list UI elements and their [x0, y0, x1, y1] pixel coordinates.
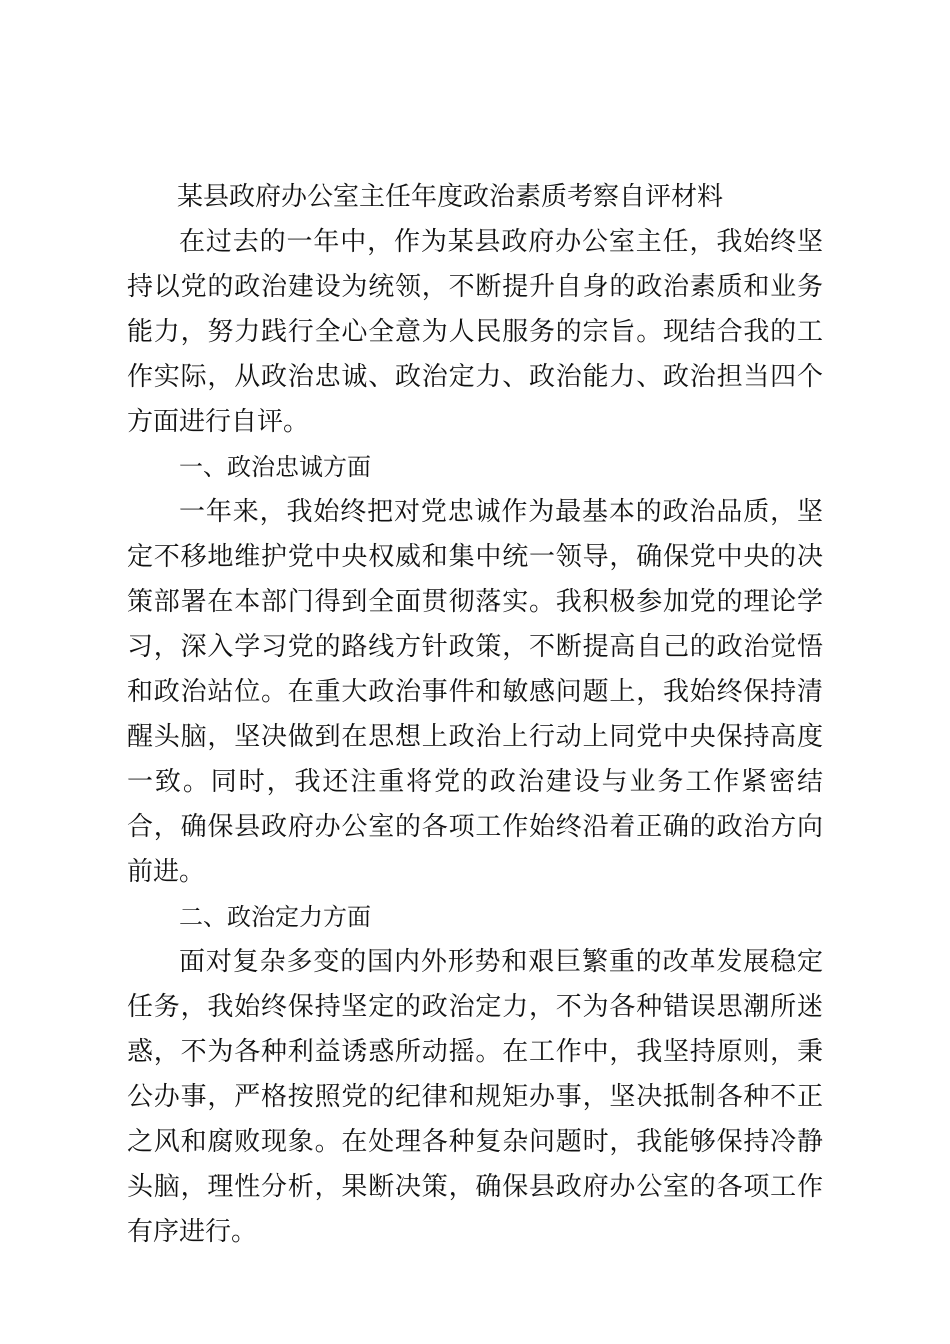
section-paragraph: 面对复杂多变的国内外形势和艰巨繁重的改革发展稳定任务，我始终保持坚定的政治定力，不为各种错误思潮所迷惑，不为各种利益诱惑所动摇。在工作中，我坚持原则，秉公办事，严格按照党的纪律和规矩办事，坚决抵制各种不正之风和腐败现象。在处理各种复杂问题时，我能够保持冷静头脑，理性分析，果断决策，确保县政府办公室的各项工作有序进行。: [127, 947, 823, 1247]
document-body: [127, 175, 823, 1255]
section-heading: 一、政治忠诚方面: [179, 453, 371, 481]
section-political-resolve: [127, 895, 823, 1255]
intro-paragraph: 在过去的一年中，作为某县政府办公室主任，我始终坚持以党的政治建设为统领，不断提升自身的政治素质和业务能力，努力践行全心全意为人民服务的宗旨。现结合我的工作实际，从政治忠诚、政治定力、政治能力、政治担当四个方面进行自评。: [127, 227, 823, 437]
section-political-loyalty: [127, 445, 823, 895]
section-heading: 二、政治定力方面: [179, 903, 371, 931]
section-paragraph: 一年来，我始终把对党忠诚作为最基本的政治品质，坚定不移地维护党中央权威和集中统一领导，确保党中央的决策部署在本部门得到全面贯彻落实。我积极参加党的理论学习，深入学习党的路线方针政策，不断提高自己的政治觉悟和政治站位。在重大政治事件和敏感问题上，我始终保持清醒头脑，坚决做到在思想上政治上行动上同党中央保持高度一致。同时，我还注重将党的政治建设与业务工作紧密结合，确保县政府办公室的各项工作始终沿着正确的政治方向前进。: [127, 497, 823, 887]
document-title: 某县政府办公室主任年度政治素质考察自评材料: [177, 182, 724, 212]
